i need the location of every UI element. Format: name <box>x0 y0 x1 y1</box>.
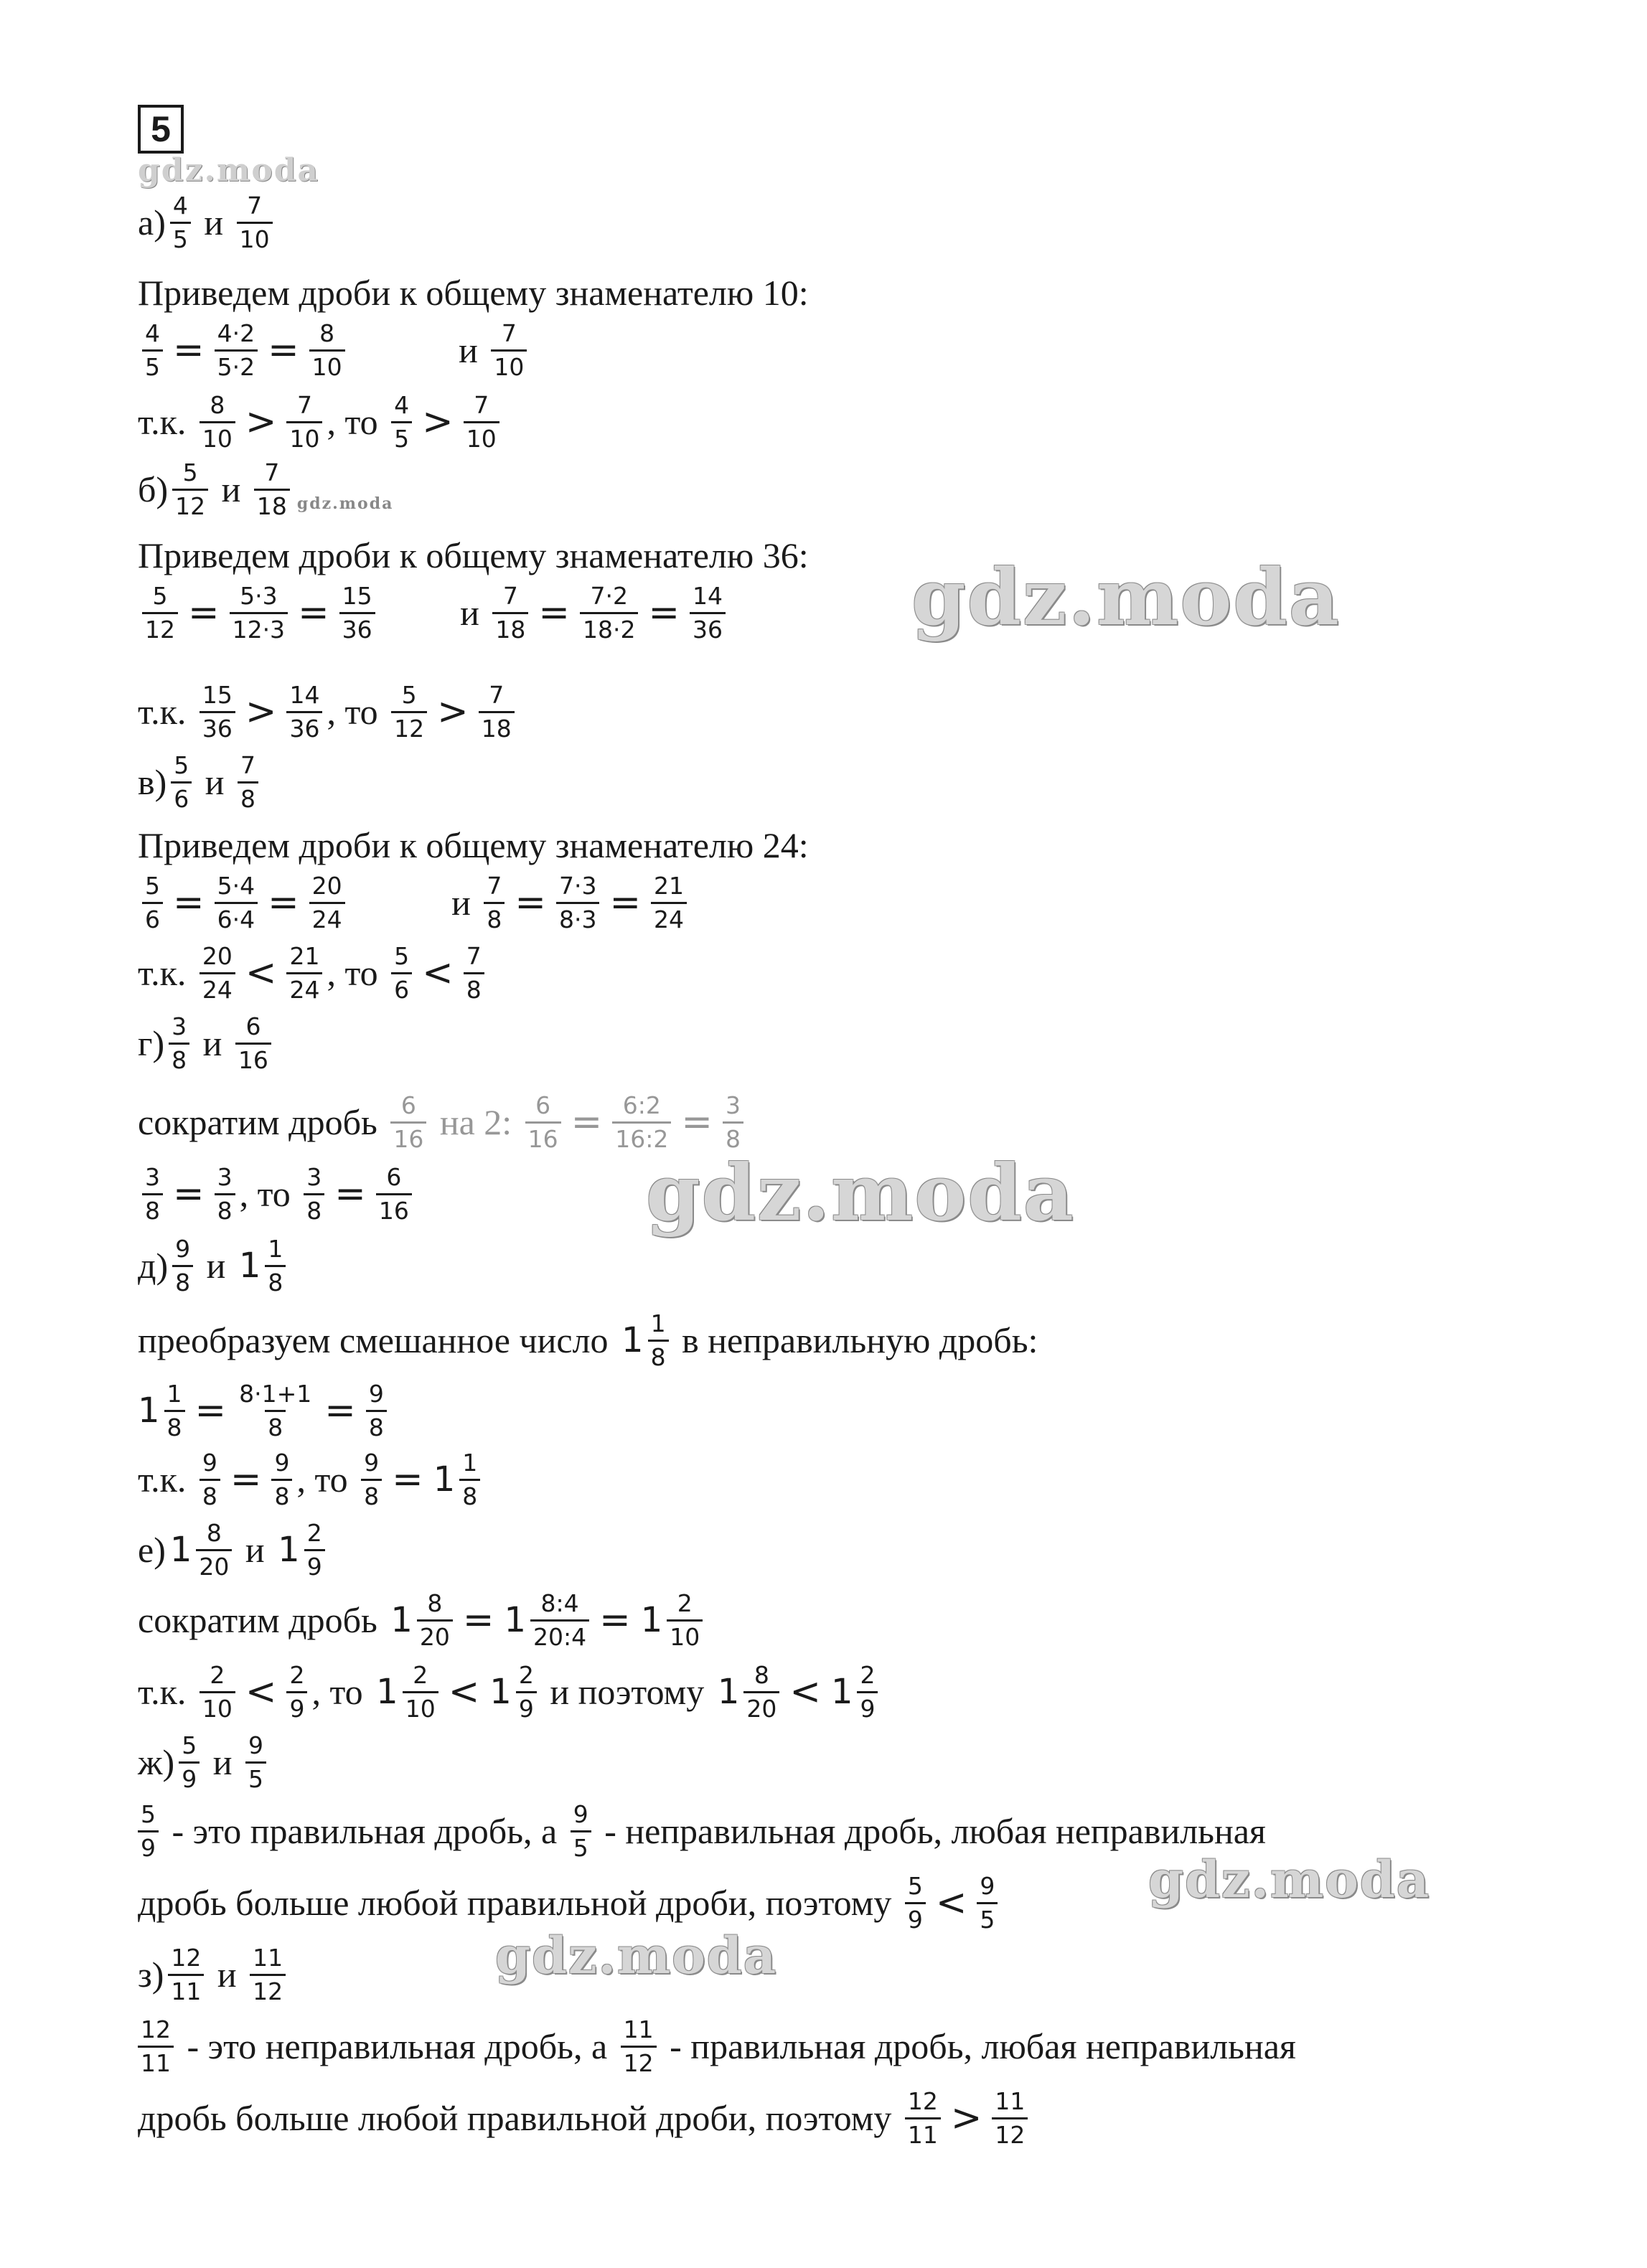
denominator: 12 <box>172 489 208 520</box>
numerator: 7 <box>264 458 280 486</box>
fraction <box>200 943 235 1004</box>
denominator: 12 <box>992 2117 1028 2149</box>
denominator: 10 <box>309 349 345 381</box>
denominator: 24 <box>286 972 322 1004</box>
denominator: 8 <box>723 1121 743 1153</box>
denominator: 16 <box>235 1043 271 1074</box>
denominator: 8 <box>366 1410 387 1441</box>
denominator: 16 <box>376 1193 412 1225</box>
numerator: 20 <box>311 871 342 900</box>
numerator: 6:2 <box>622 1091 661 1119</box>
fraction <box>309 872 345 933</box>
numerator: 8 <box>754 1660 769 1689</box>
part-d-conclusion: т.к. $\frac{9}{8}$ = $\frac{9}{8}$ , то $\frac{9}{8}$ = 1 $\frac{1}{8}$ <box>138 1445 484 1514</box>
fraction <box>172 459 208 520</box>
denominator: 12·3 <box>230 612 288 644</box>
numerator: 21 <box>654 871 685 900</box>
fraction <box>479 682 515 743</box>
numerator: 4 <box>394 390 410 419</box>
fraction <box>621 2016 657 2077</box>
numerator: 9 <box>573 1799 588 1828</box>
fraction <box>857 1662 878 1723</box>
part-v-title: в) $\frac{5}{6}$ и $\frac{7}{8}$ <box>138 748 263 817</box>
numerator: 3 <box>306 1162 322 1191</box>
numerator: 2 <box>413 1660 428 1689</box>
numerator: 9 <box>248 1731 263 1759</box>
watermark-inline: gdz.moda <box>296 494 394 513</box>
fraction <box>648 1310 669 1371</box>
watermark-header: gdz.moda <box>138 152 320 189</box>
numerator: 5 <box>174 750 189 779</box>
denominator: 8 <box>361 1479 382 1510</box>
denominator: 9 <box>304 1549 325 1581</box>
fraction <box>556 872 599 933</box>
fraction <box>254 459 290 520</box>
fraction <box>464 392 499 453</box>
denominator: 8 <box>142 1193 163 1225</box>
fraction <box>723 1092 743 1153</box>
part-a-conclusion: т.к. $\frac{8}{10}$ > $\frac{7}{10}$ , то $\frac{4}{5}$ > $\frac{7}{10}$ <box>138 387 504 456</box>
fraction <box>286 1662 307 1723</box>
part-b-title: б) $\frac{5}{12}$ и $\frac{7}{18}$ gdz.moda <box>138 458 394 520</box>
numerator: 8 <box>206 1518 222 1547</box>
numerator: 12 <box>141 2015 171 2043</box>
numerator: 15 <box>342 581 372 610</box>
numerator: 3 <box>725 1091 741 1119</box>
fraction <box>651 872 687 933</box>
fraction <box>743 1662 779 1723</box>
operator: < <box>245 1670 277 1713</box>
numerator: 1 <box>268 1234 283 1263</box>
numerator: 2 <box>289 1660 305 1689</box>
operator: = <box>188 591 220 634</box>
denominator: 8 <box>464 972 484 1004</box>
fraction <box>142 583 178 644</box>
fraction <box>230 583 288 644</box>
numerator: 4·2 <box>217 319 255 347</box>
operator: = <box>462 1599 494 1642</box>
denominator: 36 <box>286 711 322 743</box>
operator: = <box>334 1172 366 1215</box>
fraction <box>391 943 412 1004</box>
operator: > <box>437 690 469 733</box>
fraction <box>304 1520 325 1581</box>
denominator: 8 <box>172 1265 193 1297</box>
denominator: 8 <box>169 1043 189 1074</box>
part-a-title: а) $\frac{4}{5}$ и $\frac{7}{10}$ <box>138 188 277 257</box>
denominator: 24 <box>200 972 235 1004</box>
numerator: 12 <box>907 2086 938 2115</box>
part-g-reduce: сократим дробь $\frac{6}{16}$ на 2: $\frac{6}{16}$ = $\frac{6:2}{16:2}$ = $\frac{3}{8}$ <box>138 1088 748 1157</box>
numerator: 9 <box>368 1379 384 1408</box>
fraction <box>168 1944 204 2005</box>
fraction <box>250 1944 286 2005</box>
denominator: 36 <box>339 612 375 644</box>
numerator: 5 <box>401 680 417 709</box>
part-e-title: е) 1 $\frac{8}{20}$ и 1 $\frac{2}{9}$ <box>138 1515 329 1584</box>
denominator: 11 <box>168 1974 204 2005</box>
denominator: 24 <box>651 902 687 933</box>
numerator: 5·3 <box>240 581 278 610</box>
denominator: 12 <box>391 711 427 743</box>
watermark-2: gdz.moda <box>646 1148 1075 1238</box>
denominator: 5 <box>245 1761 266 1793</box>
denominator: 8 <box>304 1193 324 1225</box>
numerator: 7 <box>474 390 489 419</box>
fraction <box>179 1732 200 1793</box>
denominator: 20:4 <box>530 1619 589 1651</box>
fraction <box>571 1801 591 1862</box>
denominator: 12 <box>621 2046 657 2077</box>
fraction <box>215 320 258 381</box>
fraction <box>200 392 235 453</box>
numerator: 7 <box>466 941 482 970</box>
fraction <box>142 320 163 381</box>
numerator: 1 <box>650 1309 666 1337</box>
denominator: 12 <box>250 1974 286 2005</box>
part-g-title: г) $\frac{3}{8}$ и $\frac{6}{16}$ <box>138 1009 276 1078</box>
operator: = <box>681 1101 713 1144</box>
denominator: 6 <box>391 972 412 1004</box>
operator: = <box>230 1458 262 1501</box>
numerator: 6 <box>386 1162 402 1191</box>
fraction <box>142 1164 163 1225</box>
numerator: 3 <box>172 1012 187 1040</box>
operator: < <box>245 951 277 994</box>
numerator: 5 <box>182 1731 197 1759</box>
fraction <box>391 392 412 453</box>
part-b-common-text: Приведем дроби к общему знаменателю 36: <box>138 535 809 575</box>
fraction <box>905 2088 941 2149</box>
fraction <box>164 1380 185 1441</box>
denominator: 18·2 <box>580 612 638 644</box>
denominator: 8 <box>200 1479 220 1510</box>
numerator: 14 <box>693 581 723 610</box>
part-v-common-text: Приведем дроби к общему знаменателю 24: <box>138 825 809 865</box>
denominator: 10 <box>286 421 322 453</box>
denominator: 8 <box>459 1479 480 1510</box>
numerator: 9 <box>364 1448 380 1477</box>
part-v-conclusion: т.к. $\frac{20}{24}$ < $\frac{21}{24}$ , то $\frac{5}{6}$ < $\frac{7}{8}$ <box>138 938 489 1007</box>
numerator: 9 <box>274 1448 290 1477</box>
numerator: 8·1+1 <box>239 1379 312 1408</box>
denominator: 20 <box>196 1549 232 1581</box>
operator: = <box>173 1172 205 1215</box>
numerator: 9 <box>980 1871 995 1900</box>
part-zh-title: ж) $\frac{5}{9}$ и $\frac{9}{5}$ <box>138 1728 271 1797</box>
denominator: 10 <box>667 1619 703 1651</box>
denominator: 6 <box>171 781 192 813</box>
numerator: 9 <box>202 1448 217 1477</box>
denominator: 10 <box>403 1691 438 1723</box>
fraction <box>417 1590 453 1651</box>
fraction <box>339 583 375 644</box>
denominator: 36 <box>690 612 726 644</box>
operator: = <box>194 1389 227 1432</box>
denominator: 18 <box>492 612 528 644</box>
numerator: 7 <box>247 191 263 220</box>
denominator: 18 <box>254 489 290 520</box>
fraction <box>905 1873 926 1934</box>
fraction <box>391 682 427 743</box>
numerator: 7·3 <box>558 871 597 900</box>
part-d-title: д) $\frac{9}{8}$ и 1 $\frac{1}{8}$ <box>138 1231 290 1300</box>
denominator: 20 <box>417 1619 453 1651</box>
operator: < <box>789 1670 821 1713</box>
part-g-conclusion: $\frac{3}{8}$ = $\frac{3}{8}$ , то $\frac{3}{8}$ = $\frac{6}{16}$ <box>138 1159 416 1228</box>
denominator: 5 <box>391 421 412 453</box>
denominator: 10 <box>464 421 499 453</box>
fraction <box>235 1013 271 1074</box>
part-e-reduce: сократим дробь 1 $\frac{8}{20}$ = 1 $\frac{8:4}{20:4}$ = 1 $\frac{2}{10}$ <box>138 1586 707 1655</box>
denominator: 8·3 <box>556 902 599 933</box>
task-number: 5 <box>151 109 171 149</box>
fraction <box>265 1236 286 1297</box>
denominator: 5 <box>142 349 163 381</box>
numerator: 2 <box>210 1660 225 1689</box>
fraction <box>580 583 638 644</box>
denominator: 8 <box>238 781 258 813</box>
fraction <box>366 1380 387 1441</box>
operator: = <box>571 1101 603 1144</box>
part-b-conclusion: т.к. $\frac{15}{36}$ > $\frac{14}{36}$ , то $\frac{5}{12}$ > $\frac{7}{18}$ <box>138 677 519 746</box>
denominator: 8 <box>215 1193 235 1225</box>
fraction <box>304 1164 324 1225</box>
part-z-text1: $\frac{12}{11}$ - это неправильная дробь, а $\frac{11}{12}$ - правильная дробь, любая неправильная <box>138 2012 1296 2081</box>
numerator: 4 <box>145 319 160 347</box>
numerator: 7 <box>487 871 502 900</box>
numerator: 6 <box>535 1091 551 1119</box>
numerator: 5 <box>907 1871 923 1900</box>
part-a-equation: $\frac{4}{5}$ = $\frac{4\cdot 2}{5\cdot 2}$ = $\frac{8}{10}$ и $\frac{7}{10}$ <box>138 316 531 385</box>
denominator: 10 <box>200 1691 235 1723</box>
numerator: 2 <box>306 1518 322 1547</box>
part-z-title: з) $\frac{12}{11}$ и $\frac{11}{12}$ <box>138 1940 290 2009</box>
operator: = <box>515 881 546 924</box>
numerator: 8 <box>427 1589 443 1617</box>
numerator: 1 <box>166 1379 182 1408</box>
operator: = <box>173 881 205 924</box>
numerator: 2 <box>677 1589 693 1617</box>
denominator: 10 <box>200 421 235 453</box>
numerator: 2 <box>860 1660 876 1689</box>
operator: = <box>173 329 205 372</box>
fraction <box>376 1164 412 1225</box>
fraction <box>361 1449 382 1510</box>
fraction <box>525 1092 561 1153</box>
denominator: 5 <box>170 222 191 253</box>
fraction <box>992 2088 1028 2149</box>
part-e-conclusion: т.к. $\frac{2}{10}$ < $\frac{2}{9}$ , то 1 $\frac{2}{10}$ < 1 $\frac{2}{9}$ и поэтому 1 $\frac{8}{20}$ < 1 $\frac{2}{9}$ <box>138 1657 882 1726</box>
denominator: 8 <box>271 1479 292 1510</box>
fraction <box>170 192 191 253</box>
numerator: 5·4 <box>217 871 255 900</box>
part-a-common-text: Приведем дроби к общему знаменателю 10: <box>138 273 809 313</box>
denominator: 11 <box>138 2046 174 2077</box>
operator: = <box>298 591 329 634</box>
numerator: 11 <box>623 2015 654 2043</box>
fraction <box>530 1590 589 1651</box>
part-zh-text1: $\frac{5}{9}$ - это правильная дробь, а $\frac{9}{5}$ - неправильная дробь, любая неправильная <box>138 1797 1266 1865</box>
denominator: 8 <box>265 1410 286 1441</box>
numerator: 3 <box>145 1162 160 1191</box>
fraction <box>215 1164 235 1225</box>
numerator: 15 <box>202 680 233 709</box>
fraction <box>464 943 484 1004</box>
numerator: 11 <box>253 1943 283 1972</box>
denominator: 6·4 <box>215 902 258 933</box>
denominator: 16:2 <box>612 1121 671 1153</box>
denominator: 6 <box>142 902 163 933</box>
task-number-box <box>138 105 184 154</box>
fraction <box>138 2016 174 2077</box>
fraction <box>484 872 505 933</box>
fraction <box>142 872 163 933</box>
denominator: 5 <box>571 1830 591 1862</box>
numerator: 8:4 <box>540 1589 579 1617</box>
denominator: 8 <box>164 1410 185 1441</box>
denominator: 9 <box>516 1691 537 1723</box>
numerator: 1 <box>462 1448 478 1477</box>
fraction <box>690 583 726 644</box>
fraction <box>492 583 528 644</box>
numerator: 11 <box>995 2086 1026 2115</box>
fraction <box>171 752 192 813</box>
operator: = <box>648 591 680 634</box>
numerator: 21 <box>289 941 320 970</box>
denominator: 10 <box>491 349 527 381</box>
denominator: 9 <box>857 1691 878 1723</box>
fraction <box>516 1662 537 1723</box>
part-d-convert-text: преобразуем смешанное число 1 $\frac{1}{8}$ в неправильную дробь: <box>138 1309 1038 1371</box>
operator: = <box>268 329 299 372</box>
numerator: 14 <box>289 680 320 709</box>
numerator: 7 <box>489 680 505 709</box>
fraction <box>459 1449 480 1510</box>
denominator: 8 <box>484 902 505 933</box>
denominator: 12 <box>142 612 178 644</box>
denominator: 24 <box>309 902 345 933</box>
numerator: 7·2 <box>590 581 628 610</box>
denominator: 5 <box>977 1902 998 1934</box>
numerator: 20 <box>202 941 233 970</box>
fraction <box>200 682 235 743</box>
fraction <box>245 1732 266 1793</box>
fraction <box>169 1013 189 1074</box>
numerator: 5 <box>145 871 160 900</box>
operator: = <box>268 881 299 924</box>
operator: < <box>422 951 454 994</box>
part-zh-text2: дробь больше любой правильной дроби, поэтому $\frac{5}{9}$ < $\frac{9}{5}$ <box>138 1868 1002 1937</box>
denominator: 9 <box>179 1761 200 1793</box>
numerator: 5 <box>141 1799 156 1828</box>
numerator: 5 <box>152 581 168 610</box>
fraction <box>309 320 345 381</box>
fraction <box>390 1092 426 1153</box>
fraction <box>667 1590 703 1651</box>
fraction <box>238 752 258 813</box>
denominator: 20 <box>743 1691 779 1723</box>
denominator: 16 <box>390 1121 426 1153</box>
numerator: 7 <box>502 581 518 610</box>
denominator: 16 <box>525 1121 561 1153</box>
fraction <box>977 1873 998 1934</box>
fraction <box>237 192 273 253</box>
operator: < <box>448 1670 480 1713</box>
fraction <box>286 682 322 743</box>
numerator: 7 <box>501 319 517 347</box>
fraction <box>200 1449 220 1510</box>
operator: = <box>599 1599 631 1642</box>
numerator: 12 <box>171 1943 202 1972</box>
numerator: 7 <box>240 750 256 779</box>
numerator: 6 <box>245 1012 261 1040</box>
watermark-1: gdz.moda <box>911 552 1341 643</box>
fraction <box>403 1662 438 1723</box>
operator: < <box>935 1881 967 1924</box>
watermark-4: gdz.moda <box>495 1926 778 1985</box>
fraction <box>286 943 322 1004</box>
numerator: 8 <box>210 390 225 419</box>
numerator: 8 <box>319 319 335 347</box>
numerator: 7 <box>296 390 312 419</box>
denominator: 11 <box>905 2117 941 2149</box>
numerator: 5 <box>182 458 198 486</box>
numerator: 5 <box>394 941 410 970</box>
fraction <box>215 872 258 933</box>
operator: = <box>324 1389 356 1432</box>
operator: > <box>950 2097 982 2140</box>
fraction <box>286 392 322 453</box>
fraction <box>612 1092 671 1153</box>
fraction <box>138 1801 159 1862</box>
fraction <box>172 1236 193 1297</box>
denominator: 8 <box>648 1340 669 1371</box>
denominator: 9 <box>138 1830 159 1862</box>
numerator: 4 <box>172 191 188 220</box>
part-z-text2: дробь больше любой правильной дроби, поэтому $\frac{12}{11}$ > $\frac{11}{12}$ <box>138 2084 1032 2152</box>
denominator: 9 <box>286 1691 307 1723</box>
fraction <box>271 1449 292 1510</box>
denominator: 9 <box>905 1902 926 1934</box>
denominator: 10 <box>237 222 273 253</box>
denominator: 36 <box>200 711 235 743</box>
operator: > <box>245 690 277 733</box>
part-b-equation: $\frac{5}{12}$ = $\frac{5\cdot 3}{12\cdot 3}$ = $\frac{15}{36}$ и $\frac{7}{18}$ = $\frac{7\cdot 2}{18\cdot 2}$ = $\frac{14}{36}$ <box>138 578 730 647</box>
operator: > <box>245 400 277 443</box>
numerator: 9 <box>175 1234 191 1263</box>
watermark-3: gdz.moda <box>1148 1850 1431 1909</box>
numerator: 3 <box>217 1162 233 1191</box>
denominator: 5·2 <box>215 349 258 381</box>
numerator: 2 <box>518 1660 534 1689</box>
part-v-equation: $\frac{5}{6}$ = $\frac{5\cdot 4}{6\cdot 4}$ = $\frac{20}{24}$ и $\frac{7}{8}$ = $\frac{7\cdot 3}{8\cdot 3}$ = $\frac{21}{24}$ <box>138 868 691 937</box>
denominator: 8 <box>265 1265 286 1297</box>
denominator: 18 <box>479 711 515 743</box>
numerator: 6 <box>400 1091 416 1119</box>
fraction <box>491 320 527 381</box>
operator: > <box>422 400 454 443</box>
fraction <box>200 1662 235 1723</box>
operator: = <box>609 881 642 924</box>
fraction <box>236 1380 314 1441</box>
fraction <box>196 1520 232 1581</box>
part-d-equation: 1 $\frac{1}{8}$ = $\frac{8\cdot 1+1}{8}$ = $\frac{9}{8}$ <box>138 1376 391 1445</box>
operator: = <box>538 591 570 634</box>
operator: = <box>392 1458 423 1501</box>
